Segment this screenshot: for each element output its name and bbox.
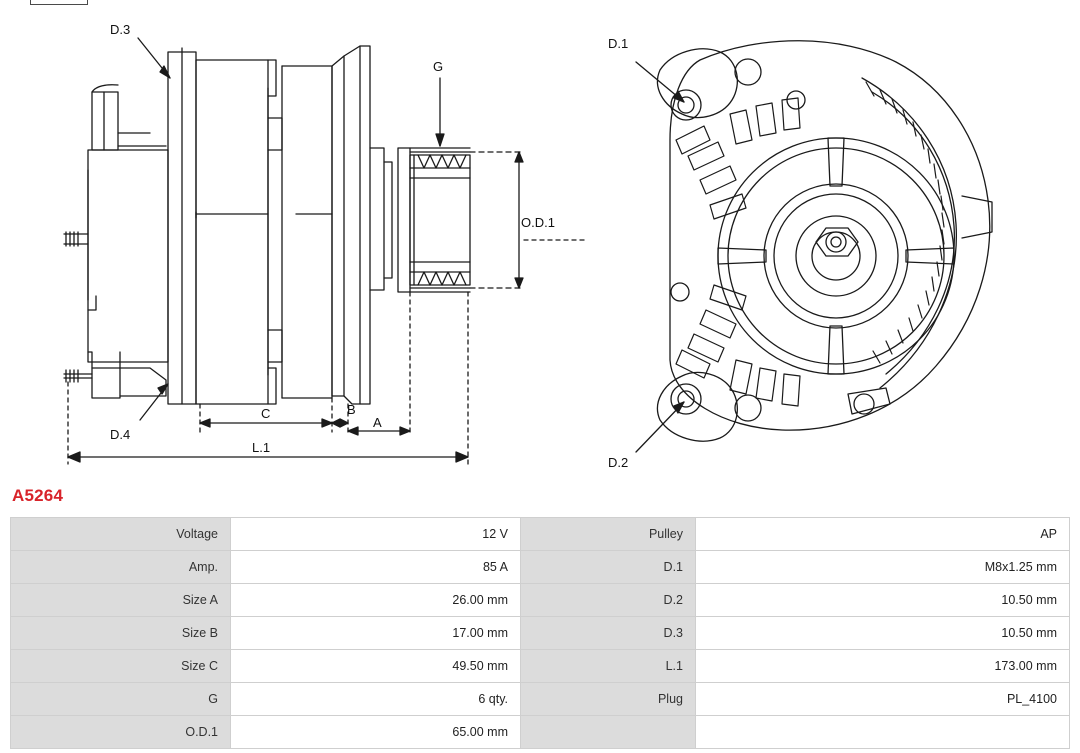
spec-value: 17.00 mm [231,617,521,650]
table-row [11,518,1070,551]
label-d4: D.4 [110,427,131,442]
label-d3: D.3 [110,22,131,37]
label-d1: D.1 [608,36,629,51]
spec-value-2: PL_4100 [696,683,1070,716]
label-d2: D.2 [608,455,629,470]
spec-value-2: 10.50 mm [696,584,1070,617]
spec-label-2: D.1 [521,551,696,584]
label-c: C [261,406,271,421]
spec-value: 65.00 mm [231,716,521,749]
spec-value-2-empty [696,716,1070,749]
table-row [11,617,1070,650]
label-l1: L.1 [252,440,271,455]
spec-value: 85 A [231,551,521,584]
label-b: B [347,402,356,417]
table-row [11,584,1070,617]
spec-label-2: L.1 [521,650,696,683]
spec-label: Size B [11,617,231,650]
spec-label-2-empty [521,716,696,749]
table-row [11,551,1070,584]
label-od1: O.D.1 [521,215,555,230]
label-g: G [433,59,444,74]
table-row [11,716,1070,749]
spec-value-2: 10.50 mm [696,617,1070,650]
spec-value: 26.00 mm [231,584,521,617]
spec-label: Size C [11,650,231,683]
spec-label-2: Pulley [521,518,696,551]
spec-value-2: AP [696,518,1070,551]
spec-value-2: M8x1.25 mm [696,551,1070,584]
table-row [11,650,1070,683]
part-number: A5264 [12,486,64,505]
spec-label: Size A [11,584,231,617]
spec-label: Voltage [11,518,231,551]
spec-label-2: D.3 [521,617,696,650]
spec-label-2: Plug [521,683,696,716]
spec-value: 12 V [231,518,521,551]
spec-label: O.D.1 [11,716,231,749]
table-row [11,683,1070,716]
spec-value: 6 qty. [231,683,521,716]
spec-label-2: D.2 [521,584,696,617]
spec-label: Amp. [11,551,231,584]
spec-value: 49.50 mm [231,650,521,683]
specification-table [10,517,1070,749]
label-a: A [373,415,382,430]
spec-value-2: 173.00 mm [696,650,1070,683]
spec-label: G [11,683,231,716]
